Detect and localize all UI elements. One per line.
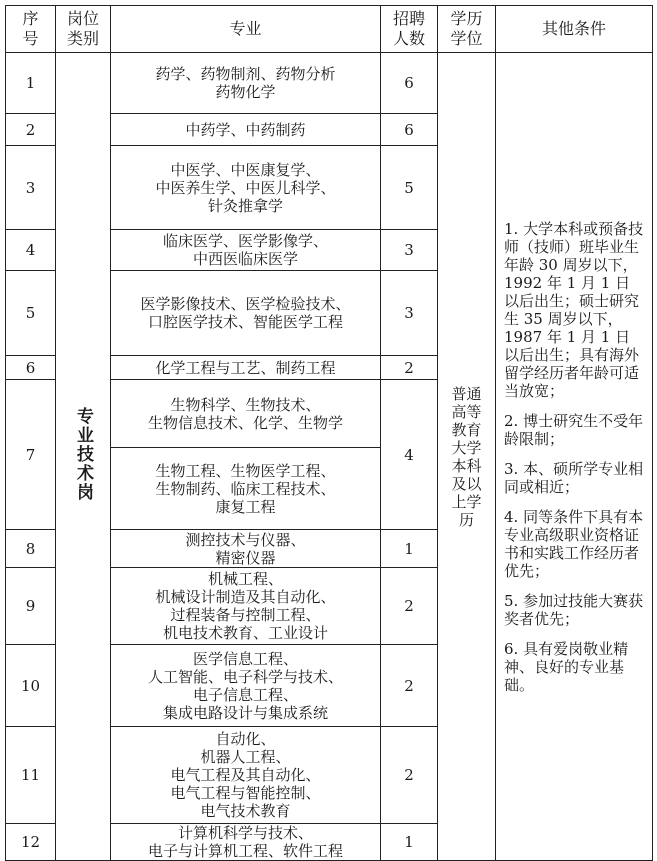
other-condition-item: 2. 博士研究生不受年龄限制；	[504, 411, 644, 448]
row-count: 3	[381, 230, 438, 271]
row-count: 3	[381, 271, 438, 356]
row-seq: 2	[6, 114, 56, 146]
row-seq: 5	[6, 271, 56, 356]
header-major: 专业	[111, 6, 381, 53]
header-education: 学历 学位	[438, 6, 496, 53]
recruitment-table	[5, 5, 653, 861]
row-count: 2	[381, 356, 438, 380]
row-major: 中药学、中药制药	[111, 114, 381, 146]
row-major: 药学、药物制剂、药物分析 药物化学	[111, 53, 381, 114]
other-condition-item: 6. 具有爱岗敬业精神、良好的专业基础。	[504, 639, 629, 694]
row-count: 2	[381, 727, 438, 824]
header-seq: 序 号	[6, 6, 56, 53]
row-count: 2	[381, 645, 438, 727]
row-major: 生物科学、生物技术、 生物信息技术、化学、生物学	[111, 380, 381, 448]
row-seq: 4	[6, 230, 56, 271]
row-seq: 3	[6, 146, 56, 230]
row-major: 生物工程、生物医学工程、 生物制药、临床工程技术、 康复工程	[111, 448, 381, 530]
header-count: 招聘 人数	[381, 6, 438, 53]
other-conditions-cell	[496, 53, 653, 861]
education-text: 普通 高等 教育 大学 本科 及以 上学 历	[451, 384, 482, 529]
row-major: 化学工程与工艺、制药工程	[111, 356, 381, 380]
other-condition-item: 1. 大学本科或预备技师（技师）班毕业生年龄 30 周岁以下，1992 年 1 月 1 日以后出生；硕士研究生 35 周岁以下，1987 年 1 月 1 日以后出生；具有海外留学经历者年龄可适当放宽；	[504, 219, 644, 400]
row-seq: 7	[6, 380, 56, 530]
row-count: 2	[381, 568, 438, 645]
row-count: 4	[381, 380, 438, 530]
other-condition-item: 4. 同等条件下具有本专业高级职业资格证书和实践工作经历者优先；	[504, 507, 644, 580]
row-major: 测控技术与仪器、 精密仪器	[111, 530, 381, 568]
row-major: 医学信息工程、 人工智能、电子科学与技术、 电子信息工程、 集成电路设计与集成系统	[111, 645, 381, 727]
other-condition-item: 5. 参加过技能大赛获奖者优先；	[504, 591, 644, 628]
row-seq: 9	[6, 568, 56, 645]
row-count: 1	[381, 824, 438, 861]
row-seq: 10	[6, 645, 56, 727]
row-seq: 11	[6, 727, 56, 824]
other-conditions-list	[504, 220, 644, 694]
row-seq: 6	[6, 356, 56, 380]
row-major: 计算机科学与技术、 电子与计算机工程、软件工程	[111, 824, 381, 861]
category-text: 专业技术岗	[73, 407, 93, 502]
row-major: 医学影像技术、医学检验技术、 口腔医学技术、智能医学工程	[111, 271, 381, 356]
row-count: 6	[381, 114, 438, 146]
category-cell	[56, 53, 111, 861]
header-other: 其他条件	[496, 6, 653, 53]
header-category: 岗位 类别	[56, 6, 111, 53]
row-seq: 8	[6, 530, 56, 568]
other-condition-item: 3. 本、硕所学专业相同或相近；	[504, 459, 644, 496]
row-seq: 1	[6, 53, 56, 114]
row-count: 6	[381, 53, 438, 114]
row-major: 自动化、 机器人工程、 电气工程及其自动化、 电气工程与智能控制、 电气技术教育	[111, 727, 381, 824]
row-major: 中医学、中医康复学、 中医养生学、中医儿科学、 针灸推拿学	[111, 146, 381, 230]
row-seq: 12	[6, 824, 56, 861]
header-row	[6, 6, 653, 53]
table-row	[6, 53, 653, 114]
row-count: 5	[381, 146, 438, 230]
row-count: 1	[381, 530, 438, 568]
education-cell	[438, 53, 496, 861]
row-major: 临床医学、医学影像学、 中西医临床医学	[111, 230, 381, 271]
row-major: 机械工程、 机械设计制造及其自动化、 过程装备与控制工程、 机电技术教育、工业设计	[111, 568, 381, 645]
